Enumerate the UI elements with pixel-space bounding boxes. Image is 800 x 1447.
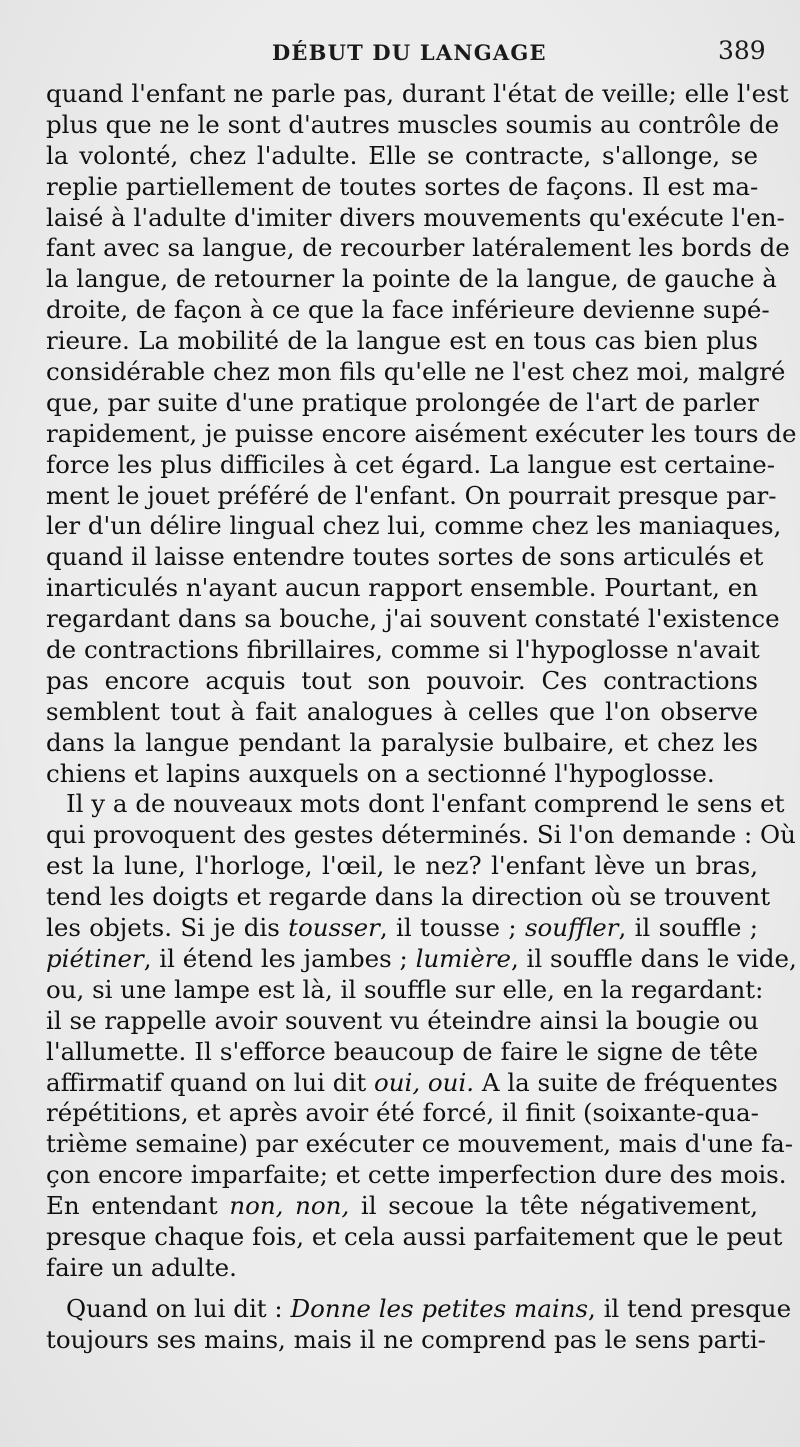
italic-term: lumière: [415, 943, 511, 973]
italic-term: tousser: [288, 913, 380, 943]
italic-term: oui, oui.: [373, 1067, 475, 1097]
text-line: replie partiellement de toutes sortes de façons. Il est ma-: [46, 171, 759, 201]
text-line: qui provoquent des gestes déterminés. Si l'on demande : Où: [46, 820, 796, 850]
text-run: , il souffle ;: [618, 913, 759, 943]
text-run: , il tend presque: [588, 1293, 792, 1323]
text-line: [46, 943, 797, 975]
text-line: pas encore acquis tout son pouvoir. Ces contractions: [46, 665, 758, 695]
text-line: ler d'un délire lingual chez lui, comme chez les maniaques,: [46, 511, 782, 541]
text-run: , il étend les jambes ;: [143, 943, 416, 973]
italic-term: souffler: [524, 913, 619, 943]
text-line: [46, 913, 758, 944]
text-run: il secoue la tête négativement,: [349, 1191, 759, 1221]
text-line: [46, 1067, 778, 1099]
text-line: [46, 1293, 792, 1325]
text-line: regardant dans sa bouche, j'ai souvent constaté l'existence: [46, 604, 780, 634]
text-run: Quand on lui dit :: [66, 1293, 291, 1323]
text-line: rapidement, je puisse encore aisément exécuter les tours de: [46, 418, 797, 448]
text-line: force les plus difficiles à cet égard. La langue est certaine-: [46, 449, 776, 479]
text-line: rieure. La mobilité de la langue est en tous cas bien plus: [46, 326, 758, 356]
text-line: de contractions fibrillaires, comme si l'hypoglosse n'avait: [46, 635, 760, 665]
text-run: , il tousse ;: [379, 913, 525, 943]
running-title: DÉBUT DU LANGAGE: [272, 40, 547, 65]
italic-term: non, non,: [229, 1191, 350, 1221]
text-line: droite, de façon à ce que la face inférieure devienne supé-: [46, 295, 770, 325]
text-line: quand il laisse entendre toutes sortes de sons articulés et: [46, 542, 764, 572]
page-number: 389: [718, 36, 766, 65]
text-line: çon encore imparfaite; et cette imperfection dure des mois.: [46, 1160, 787, 1190]
text-line: il se rappelle avoir souvent vu éteindre ainsi la bougie ou: [46, 1005, 759, 1035]
italic-term: piétiner: [46, 943, 144, 973]
text-line: la volonté, chez l'adulte. Elle se contracte, s'allonge, se: [46, 140, 758, 170]
text-line: chiens et lapins auxquels on a sectionné l'hypoglosse.: [46, 758, 715, 788]
text-run: , il souffle dans le vide,: [510, 943, 797, 973]
text-line: toujours ses mains, mais il ne comprend pas le sens parti-: [46, 1324, 766, 1354]
text-line: considérable chez mon fils qu'elle ne l'est chez moi, malgré: [46, 357, 786, 387]
text-line: tend les doigts et regarde dans la direction où se trouvent: [46, 882, 771, 912]
text-line: répétitions, et après avoir été forcé, il finit (soixante-qua-: [46, 1098, 759, 1128]
text-line: quand l'enfant ne parle pas, durant l'état de veille; elle l'est: [46, 79, 789, 108]
text-line: faire un adulte.: [46, 1252, 237, 1282]
italic-term: Donne les petites mains: [290, 1293, 589, 1323]
text-line: laisé à l'adulte d'imiter divers mouvements qu'exécute l'en-: [46, 202, 785, 232]
text-line: l'allumette. Il s'efforce beaucoup de faire le signe de tête: [46, 1036, 758, 1066]
text-line: Il y a de nouveaux mots dont l'enfant comprend le sens et: [66, 789, 785, 819]
body-text: [46, 79, 797, 1356]
text-run: les objets. Si je dis: [46, 913, 289, 943]
text-line: dans la langue pendant la paralysie bulbaire, et chez les: [46, 727, 758, 757]
text-line: est la lune, l'horloge, l'œil, le nez? l'enfant lève un bras,: [46, 851, 758, 881]
text-line: plus que ne le sont d'autres muscles soumis au contrôle de: [46, 109, 780, 139]
text-line: ment le jouet préféré de l'enfant. On pourrait presque par-: [46, 480, 777, 510]
text-line: trième semaine) par exécuter ce mouvement, mais d'une fa-: [46, 1129, 794, 1159]
text-run: En entendant: [46, 1191, 230, 1221]
text-line: semblent tout à fait analogues à celles que l'on observe: [46, 696, 758, 726]
text-line: la langue, de retourner la pointe de la langue, de gauche à: [46, 264, 777, 294]
text-run: affirmatif quand on lui dit: [46, 1067, 374, 1097]
text-line: ou, si une lampe est là, il souffle sur elle, en la regardant:: [46, 974, 764, 1004]
text-run: A la suite de fréquentes: [474, 1067, 778, 1097]
text-line: inarticulés n'ayant aucun rapport ensemble. Pourtant, en: [46, 573, 758, 603]
text-line: [46, 1191, 758, 1222]
text-line: que, par suite d'une pratique prolongée de l'art de parler: [46, 387, 759, 417]
text-line: fant avec sa langue, de recourber latéralement les bords de: [46, 233, 790, 263]
text-line: presque chaque fois, et cela aussi parfaitement que le peut: [46, 1221, 783, 1251]
